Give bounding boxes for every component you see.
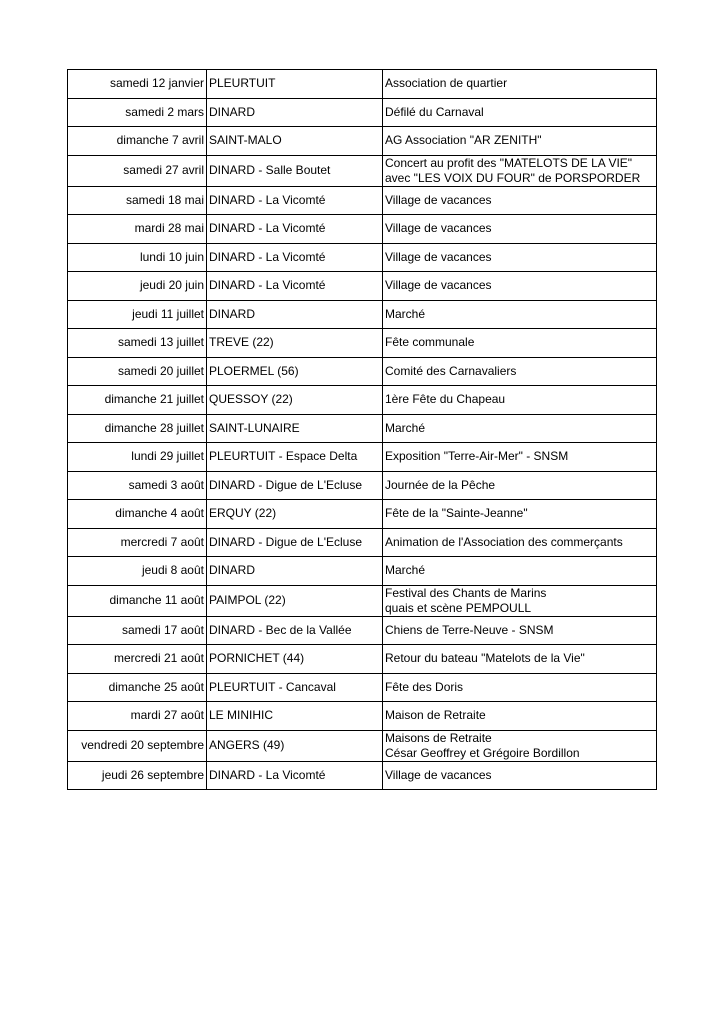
event-place-cell: DINARD - Digue de L'Ecluse [207,528,383,557]
table-row [68,70,657,99]
event-description-line: Maison de Retraite [385,708,486,723]
event-description-cell [383,528,657,557]
event-description-line: Fête des Doris [385,679,464,694]
event-description-cell [383,471,657,500]
event-date-cell: samedi 20 juillet [68,357,207,386]
event-description-line: Exposition "Terre-Air-Mer" - SNSM [385,449,569,464]
event-description-line: Comité des Carnavaliers [385,363,517,378]
event-place-cell: SAINT-LUNAIRE [207,414,383,443]
event-place-cell: TREVE (22) [207,329,383,358]
event-place-cell: DINARD - La Vicomté [207,243,383,272]
event-description-line: Marché [385,420,426,435]
table-row [68,616,657,645]
event-place-cell: PLEURTUIT - Cancaval [207,673,383,702]
event-description-cell [383,155,657,186]
event-place-cell: LE MINIHIC [207,702,383,731]
event-description-cell [383,761,657,790]
event-description-line: quais et scène PEMPOULL [385,600,532,615]
event-description-line: César Geoffrey et Grégoire Bordillon [385,745,580,760]
event-place-cell: DINARD - La Vicomté [207,215,383,244]
table-row [68,357,657,386]
event-place-cell: PLEURTUIT - Espace Delta [207,443,383,472]
event-description-line: Village de vacances [385,221,492,236]
event-place-cell: SAINT-MALO [207,127,383,156]
event-description-line: 1ère Fête du Chapeau [385,392,506,407]
event-date-cell: samedi 18 mai [68,186,207,215]
table-row [68,300,657,329]
event-description-cell [383,702,657,731]
event-description-line: Festival des Chants de Marins [385,585,547,600]
event-date-cell: vendredi 20 septembre [68,730,207,761]
event-date-cell: samedi 17 août [68,616,207,645]
event-place-cell: DINARD - La Vicomté [207,186,383,215]
event-description-line: Concert au profit des "MATELOTS DE LA VIE" [385,155,633,170]
event-description-cell [383,98,657,127]
event-description-line: Village de vacances [385,192,492,207]
event-description-line: Retour du bateau "Matelots de la Vie" [385,651,585,666]
table-row [68,98,657,127]
event-date-cell: dimanche 7 avril [68,127,207,156]
table-row [68,645,657,674]
table-row [68,272,657,301]
event-description-cell [383,443,657,472]
event-description-cell [383,616,657,645]
table-row [68,528,657,557]
table-row [68,215,657,244]
table-row [68,500,657,529]
table-row [68,471,657,500]
event-date-cell: jeudi 8 août [68,557,207,586]
event-place-cell: ERQUY (22) [207,500,383,529]
event-description-line: Village de vacances [385,278,492,293]
event-description-line: AG Association "AR ZENITH" [385,133,542,148]
event-date-cell: samedi 27 avril [68,155,207,186]
event-date-cell: jeudi 11 juillet [68,300,207,329]
event-description-cell [383,272,657,301]
event-date-cell: lundi 29 juillet [68,443,207,472]
event-place-cell: PORNICHET (44) [207,645,383,674]
event-description-line: Association de quartier [385,76,508,91]
event-place-cell: DINARD - Bec de la Vallée [207,616,383,645]
event-date-cell: dimanche 25 août [68,673,207,702]
event-date-cell: dimanche 4 août [68,500,207,529]
table-row [68,329,657,358]
table-row [68,585,657,616]
event-date-cell: dimanche 28 juillet [68,414,207,443]
event-description-cell [383,300,657,329]
event-description-line: Fête communale [385,335,475,350]
event-description-line: Défilé du Carnaval [385,104,484,119]
event-place-cell: DINARD [207,300,383,329]
event-description-line: Village de vacances [385,767,492,782]
event-place-cell: PAIMPOL (22) [207,585,383,616]
event-place-cell: DINARD - Salle Boutet [207,155,383,186]
event-place-cell: QUESSOY (22) [207,386,383,415]
table-row [68,730,657,761]
event-description-cell [383,357,657,386]
event-description-cell [383,70,657,99]
event-date-cell: mardi 27 août [68,702,207,731]
event-place-cell: DINARD - La Vicomté [207,761,383,790]
event-date-cell: samedi 3 août [68,471,207,500]
event-date-cell: mercredi 21 août [68,645,207,674]
event-date-cell: samedi 13 juillet [68,329,207,358]
event-description-line: Maisons de Retraite [385,730,492,745]
table-row [68,414,657,443]
event-description-cell [383,127,657,156]
event-date-cell: dimanche 21 juillet [68,386,207,415]
events-table [67,69,657,790]
table-row [68,243,657,272]
event-description-cell [383,557,657,586]
event-place-cell: DINARD [207,557,383,586]
event-description-line: Chiens de Terre-Neuve - SNSM [385,622,554,637]
event-description-cell [383,673,657,702]
event-description-line: Animation de l'Association des commerçants [385,534,623,549]
events-table-body [68,70,657,790]
event-description-line: avec "LES VOIX DU FOUR" de PORSPORDER [385,170,641,185]
table-row [68,186,657,215]
event-date-cell: samedi 12 janvier [68,70,207,99]
table-row [68,673,657,702]
event-place-cell: PLOERMEL (56) [207,357,383,386]
event-place-cell: DINARD - La Vicomté [207,272,383,301]
event-date-cell: samedi 2 mars [68,98,207,127]
event-date-cell: lundi 10 juin [68,243,207,272]
event-description-cell [383,585,657,616]
event-description-line: Journée de la Pêche [385,477,496,492]
event-date-cell: jeudi 20 juin [68,272,207,301]
event-date-cell: dimanche 11 août [68,585,207,616]
event-place-cell: DINARD [207,98,383,127]
event-place-cell: DINARD - Digue de L'Ecluse [207,471,383,500]
table-row [68,127,657,156]
event-description-line: Village de vacances [385,249,492,264]
event-description-line: Marché [385,306,426,321]
event-description-cell [383,215,657,244]
event-date-cell: jeudi 26 septembre [68,761,207,790]
table-row [68,557,657,586]
event-description-cell [383,243,657,272]
event-date-cell: mercredi 7 août [68,528,207,557]
event-date-cell: mardi 28 mai [68,215,207,244]
event-description-cell [383,414,657,443]
table-row [68,761,657,790]
event-place-cell: ANGERS (49) [207,730,383,761]
event-description-cell [383,500,657,529]
event-description-line: Marché [385,563,426,578]
event-description-cell [383,186,657,215]
event-description-line: Fête de la "Sainte-Jeanne" [385,506,528,521]
event-description-cell [383,730,657,761]
event-description-cell [383,386,657,415]
table-row [68,443,657,472]
event-description-cell [383,645,657,674]
table-row [68,386,657,415]
table-row [68,155,657,186]
event-place-cell: PLEURTUIT [207,70,383,99]
event-description-cell [383,329,657,358]
table-row [68,702,657,731]
